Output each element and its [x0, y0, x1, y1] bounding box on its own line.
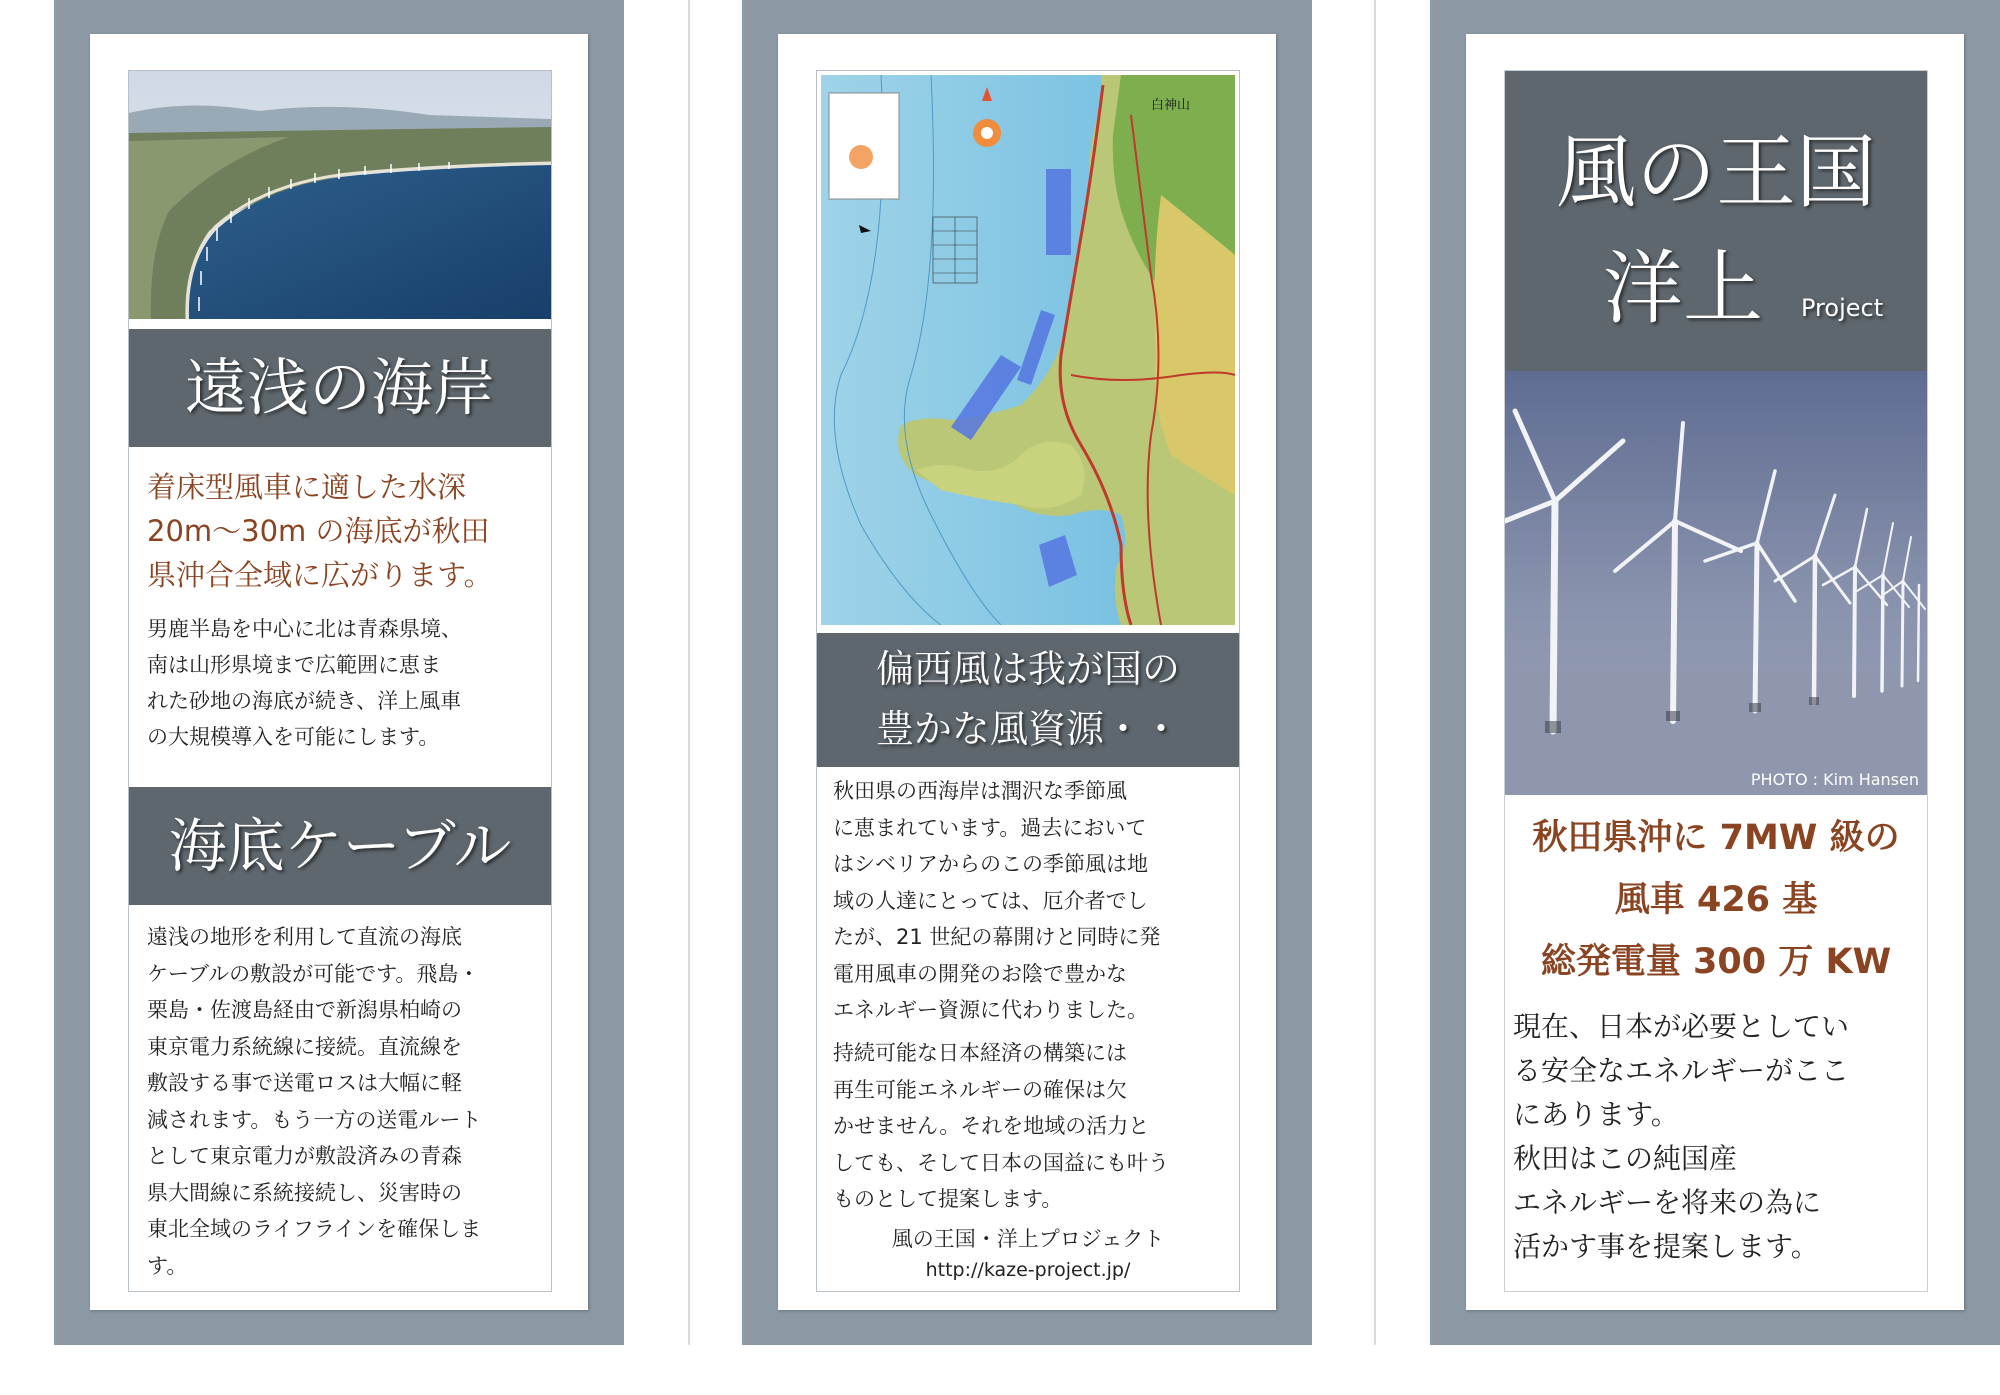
coast-lead	[147, 465, 493, 597]
cable-body-line: 減されます。もう一方の送電ルート	[147, 1107, 482, 1132]
cable-body	[147, 919, 481, 1284]
title-line-1: 風の王国	[1556, 126, 1876, 219]
cable-body-line: 敷設する事で送電ロスは大幅に軽	[147, 1071, 462, 1095]
center-heading-band	[817, 633, 1239, 767]
map-place-label: 白神山	[1151, 98, 1191, 113]
right-lead-line: 風車 426 基	[1614, 880, 1818, 920]
title-small: Project	[1801, 294, 1884, 322]
center-para-line: 秋田県の西海岸は潤沢な季節風	[833, 779, 1127, 803]
center-para-line: 再生可能エネルギーの確保は欠	[833, 1077, 1127, 1102]
right-content-box	[1504, 70, 1928, 1292]
right-body-line: 秋田はこの純国産	[1513, 1142, 1738, 1175]
center-para-line: エネルギー資源に代わりました。	[833, 998, 1148, 1022]
fold-line-1	[688, 0, 690, 1345]
cable-body-line: として東京電力が敷設済みの青森	[147, 1144, 462, 1168]
center-para-line: しても、そして日本の国益にも叶う	[833, 1150, 1169, 1175]
coast-body-line: 男鹿半島を中心に北は青森県境、	[147, 617, 462, 641]
cable-body-line: 栗島・佐渡島経由で新潟県柏崎の	[147, 998, 462, 1022]
photo-credit: PHOTO : Kim Hansen	[1750, 770, 1919, 789]
right-body-line: 現在、日本が必要としてい	[1513, 1010, 1850, 1043]
right-panel	[1430, 0, 2000, 1345]
cable-body-line: 東京電力系統線に接続。直流線を	[147, 1034, 462, 1059]
center-para-line: たが、21 世紀の幕開けと同時に発	[833, 925, 1161, 949]
center-para-line: ものとして提案します。	[833, 1187, 1063, 1211]
coast-body-line: れた砂地の海底が続き、洋上風車	[147, 689, 462, 713]
right-panel-page	[1466, 34, 1964, 1310]
center-footer-org: 風の王国・洋上プロジェクト	[891, 1227, 1165, 1251]
cable-heading: 海底ケーブル	[168, 812, 512, 880]
center-para-1	[833, 773, 1160, 1029]
right-body-line: にあります。	[1513, 1098, 1679, 1131]
center-content-box	[816, 70, 1240, 1292]
right-body-line: エネルギーを将来の為に	[1513, 1186, 1822, 1219]
offshore-wind-turbines-photo	[1505, 371, 1927, 795]
right-lead-line: 秋田県沖に 7MW 級の	[1532, 818, 1900, 858]
coastline-photo	[129, 71, 551, 319]
cable-body-line: 遠浅の地形を利用して直流の海底	[147, 925, 462, 949]
center-footer-url[interactable]: http://kaze-project.jp/	[925, 1259, 1131, 1281]
right-lead-line: 総発電量 300 万 KW	[1540, 942, 1892, 982]
left-content-box	[128, 70, 552, 1292]
right-body-line: る安全なエネルギーがここ	[1513, 1054, 1850, 1087]
cable-heading-band	[129, 787, 551, 905]
cable-body-line: す。	[147, 1253, 188, 1278]
cable-body-line: 東北全域のライフラインを確保しま	[147, 1217, 482, 1241]
coast-heading-band	[129, 329, 551, 447]
coast-lead-line: 20m～30m の海底が秋田	[147, 514, 490, 548]
title-line-2: 洋上	[1603, 242, 1763, 335]
akita-coast-map	[821, 75, 1235, 625]
fold-line-2	[1374, 0, 1376, 1345]
right-lead	[1505, 807, 1927, 993]
coast-body-line: の大規模導入を可能にします。	[147, 725, 440, 749]
title-band	[1505, 71, 1927, 371]
center-para-2	[833, 1035, 1169, 1218]
cable-body-line: ケーブルの敷設が可能です。飛島・	[147, 961, 480, 986]
cable-body-line: 県大間線に系統接続し、災害時の	[147, 1180, 462, 1205]
center-para-line: 電用風車の開発のお陰で豊かな	[833, 961, 1127, 986]
coast-lead-line: 県沖合全域に広がります。	[147, 558, 493, 592]
center-heading-line: 偏西風は我が国の	[875, 647, 1180, 691]
coast-body-line: 南は山形県境まで広範囲に恵ま	[147, 653, 441, 677]
right-body-line: 活かす事を提案します。	[1513, 1230, 1819, 1263]
left-panel	[54, 0, 624, 1345]
center-para-line: かせません。それを地域の活力と	[833, 1114, 1150, 1138]
center-panel-page	[778, 34, 1276, 1310]
left-panel-page	[90, 34, 588, 1310]
center-para-line: 域の人達にとっては、厄介者でし	[833, 888, 1148, 913]
coast-heading: 遠浅の海岸	[184, 351, 495, 424]
center-para-line: はシベリアからのこの季節風は地	[833, 852, 1148, 876]
right-body	[1513, 1005, 1849, 1269]
center-para-line: に恵まれています。過去において	[833, 815, 1147, 840]
center-panel	[742, 0, 1312, 1345]
center-para-line: 持続可能な日本経済の構築には	[833, 1041, 1127, 1065]
coast-body	[147, 611, 462, 755]
center-heading-line: 豊かな風資源・・	[875, 707, 1180, 751]
coast-lead-line: 着床型風車に適した水深	[147, 470, 467, 504]
